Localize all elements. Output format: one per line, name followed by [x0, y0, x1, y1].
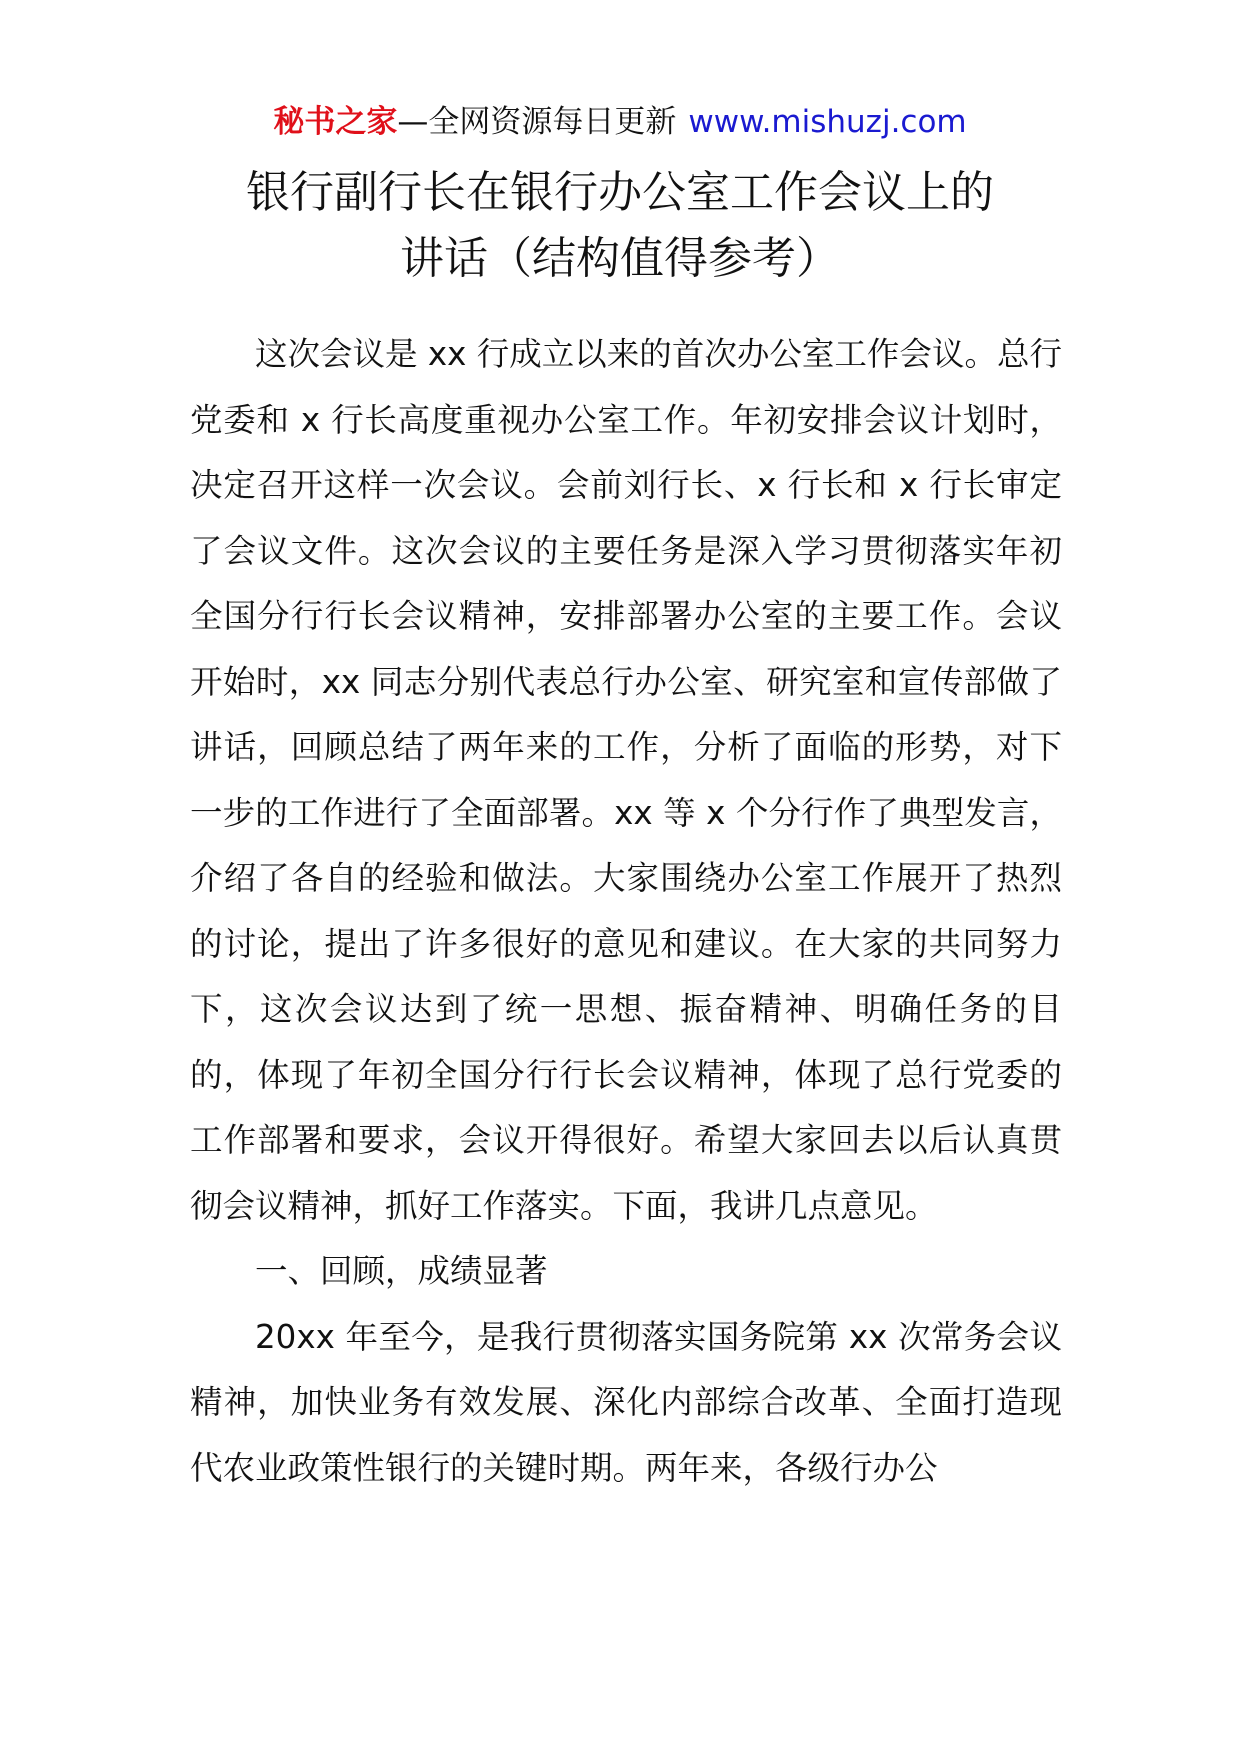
body-paragraph: 这次会议是 xx 行成立以来的首次办公室工作会议。总行党委和 x 行长高度重视办公室工作。年初安排会议计划时，决定召开这样一次会议。会前刘行长、x 行长和 x 行长审定了会议文件。这次会议的主要任务是深入学习贯彻落实年初全国分行行长会议精神，安排部署办公室的主要工作。会议开始时，xx 同志分别代表总行办公室、研究室和宣传部做了讲话，回顾总结了两年来的工作，分析了面临的形势，对下一步的工作进行了全面部署。xx 等 x 个分行作了典型发言，介绍了各自的经验和做法。大家围绕办公室工作展开了热烈的讨论，提出了许多很好的意见和建议。在大家的共同努力下，这次会议达到了统一思想、振奋精神、明确任务的目的，体现了年初全国分行行长会议精神，体现了总行党委的工作部署和要求，会议开得很好。希望大家回去以后认真贯彻会议精神，抓好工作落实。下面，我讲几点意见。 — [190, 335, 1062, 1225]
site-url-link[interactable]: www.mishuzj.com — [688, 104, 967, 140]
document-title — [0, 160, 1240, 292]
document-body — [190, 322, 1062, 1501]
section-heading: 一、回顾，成绩显著 — [255, 1252, 548, 1290]
brand-name: 秘书之家 — [273, 104, 398, 140]
header-tagline: —全网资源每日更新 — [397, 104, 677, 140]
site-header — [0, 100, 1240, 144]
title-line-1: 银行副行长在银行办公室工作会议上的 — [246, 167, 994, 218]
title-line-2: 讲话（结构值得参考） — [400, 233, 840, 284]
body-paragraph: 20xx 年至今，是我行贯彻落实国务院第 xx 次常务会议精神，加快业务有效发展、深化内部综合改革、全面打造现代农业政策性银行的关键时期。两年来，各级行办公 — [190, 1317, 1062, 1487]
